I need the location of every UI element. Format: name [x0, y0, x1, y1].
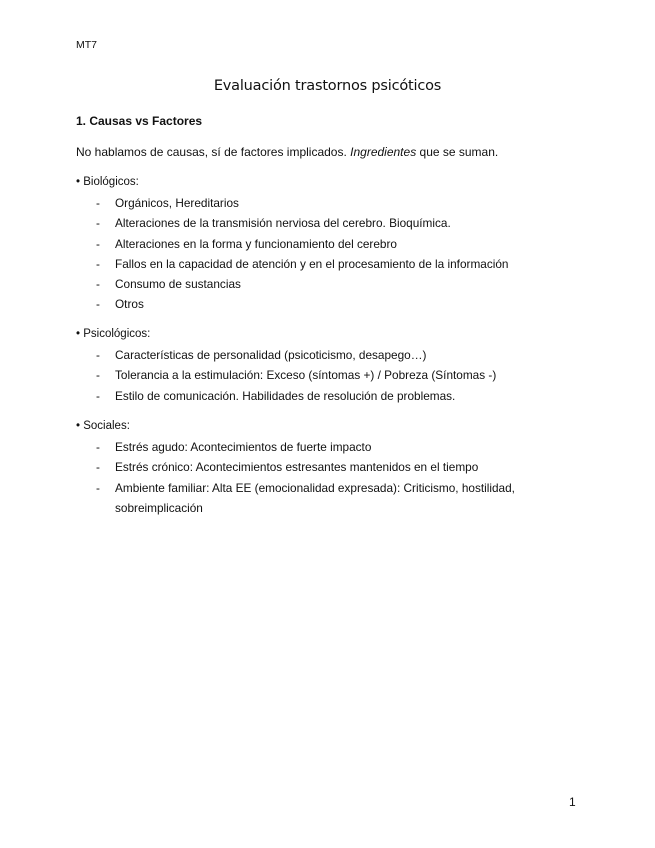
dash-marker: - — [96, 196, 100, 210]
list-item-text: Estilo de comunicación. Habilidades de resolución de problemas. — [115, 388, 456, 403]
dash-marker: - — [96, 297, 100, 312]
page-number: 1 — [569, 795, 576, 809]
list-item — [96, 478, 536, 519]
list-item — [96, 437, 536, 457]
list-item — [96, 457, 536, 477]
list-item — [96, 234, 536, 254]
list-item-text: Tolerancia a la estimulación: Exceso (síntomas +) / Pobreza (Síntomas -) — [115, 368, 497, 383]
list-item-text: Estrés agudo: Acontecimientos de fuerte impacto — [115, 440, 372, 454]
header-code: MT7 — [76, 39, 97, 51]
dash-marker: - — [96, 480, 100, 495]
list-item-text: Orgánicos, Hereditarios — [115, 196, 239, 210]
list-sociales — [96, 437, 536, 518]
list-item-text: Consumo de sustancias — [115, 277, 241, 292]
list-item — [96, 254, 536, 274]
list-item — [96, 365, 536, 385]
list-item — [96, 213, 536, 233]
list-item-text: Ambiente familiar: Alta EE (emocionalidad expresada): Criticismo, hostilidad, sobreimplicación — [115, 480, 515, 515]
list-item — [96, 386, 536, 406]
list-item-text: Otros — [115, 297, 144, 312]
intro-text-end: que se suman. — [416, 145, 499, 159]
list-item-text: Características de personalidad (psicoticismo, desapego…) — [115, 348, 427, 362]
list-item-text: Alteraciones en la forma y funcionamiento del cerebro — [115, 236, 397, 251]
list-item — [96, 345, 536, 365]
dash-marker: - — [96, 440, 100, 454]
list-item-text: Estrés crónico: Acontecimientos estresantes mantenidos en el tiempo — [115, 460, 479, 475]
section-heading: 1. Causas vs Factores — [76, 114, 203, 128]
dash-marker: - — [96, 348, 100, 362]
intro-text-start: No hablamos de causas, sí de factores implicados. — [76, 145, 351, 159]
list-item — [96, 274, 536, 294]
group-label-biologicos: • Biológicos: — [76, 176, 139, 188]
list-item-text: Fallos en la capacidad de atención y en el procesamiento de la información — [115, 256, 509, 271]
dash-marker: - — [96, 388, 100, 403]
list-item — [96, 193, 536, 213]
dash-marker: - — [96, 368, 100, 383]
document-title: Evaluación trastornos psicóticos — [213, 78, 442, 94]
group-label-sociales: • Sociales: — [76, 420, 130, 432]
dash-marker: - — [96, 460, 100, 475]
list-biologicos — [96, 193, 536, 315]
list-item — [96, 294, 536, 314]
group-label-psicologicos: • Psicológicos: — [76, 328, 151, 340]
list-item-text: Alteraciones de la transmisión nerviosa del cerebro. Bioquímica. — [115, 216, 451, 231]
dash-marker: - — [96, 236, 100, 251]
list-psicologicos — [96, 345, 536, 406]
intro-paragraph — [76, 145, 498, 159]
dash-marker: - — [96, 256, 100, 271]
dash-marker: - — [96, 277, 100, 292]
intro-emphasis: Ingredientes — [350, 145, 417, 159]
dash-marker: - — [96, 216, 100, 231]
